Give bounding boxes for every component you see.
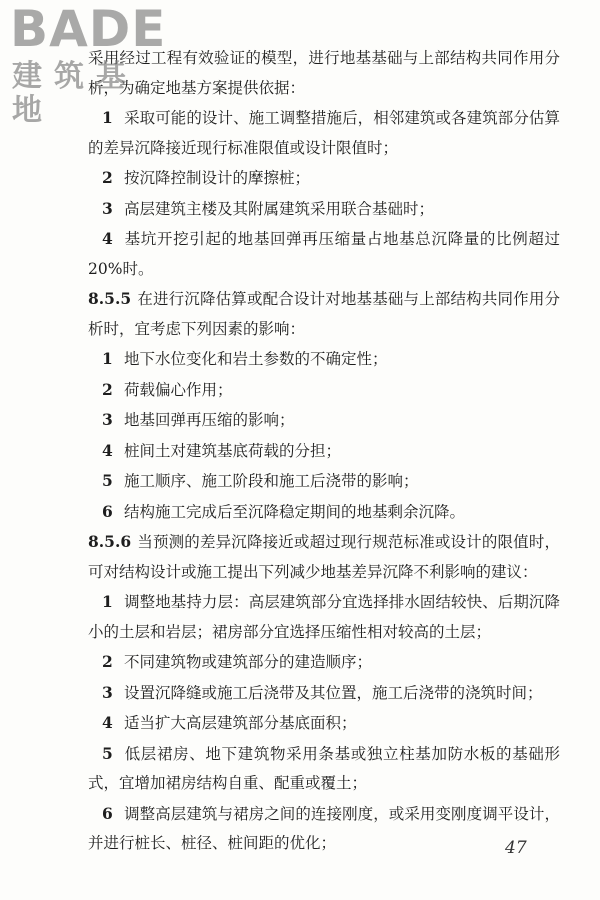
item-text: 地下水位变化和岩土参数的不确定性； (124, 350, 388, 368)
list-item (88, 163, 560, 194)
item-text: 桩间土对建筑基底荷载的分担； (124, 441, 342, 460)
list-item (88, 587, 560, 647)
list-item (88, 405, 560, 436)
item-text: 调整高层建筑与裙房之间的连接刚度，或采用变刚度调平设计，并进行桩长、桩径、桩间距的优化； (88, 804, 560, 852)
list-item (88, 436, 560, 467)
item-text: 按沉降控制设计的摩擦桩； (124, 169, 311, 187)
item-number: 6 (102, 803, 113, 823)
item-number: 3 (102, 682, 113, 702)
item-text: 结构施工完成后至沉降稳定期间的地基剩余沉降。 (124, 502, 466, 521)
list-item (88, 466, 560, 497)
item-text: 调整地基持力层：高层建筑部分宜选择排水固结较快、后期沉降小的土层和岩层；裙房部分宜选择压缩性相对较高的土层； (88, 593, 560, 641)
item-number: 2 (102, 652, 113, 671)
list-item (88, 194, 560, 225)
item-number: 1 (102, 108, 113, 127)
item-number: 3 (102, 410, 113, 429)
list-item (88, 344, 560, 375)
section-number: 8.5.5 (88, 289, 132, 308)
item-number: 1 (102, 349, 113, 368)
item-text: 低层裙房、地下建筑物采用条基或独立柱基加防水板的基础形式，宜增加裙房结构自重、配重或覆土； (88, 744, 560, 792)
section-8-5-6 (88, 527, 560, 587)
section-number: 8.5.6 (88, 532, 132, 551)
list-item (88, 375, 560, 406)
list-item (88, 224, 560, 284)
item-number: 5 (102, 471, 113, 490)
item-number: 4 (102, 713, 113, 732)
item-text: 地基回弹再压缩的影响； (124, 411, 295, 429)
list-item (88, 678, 560, 709)
watermark-brand-text: BADE (10, 0, 167, 58)
item-text: 基坑开挖引起的地基回弹再压缩量占地基总沉降量的比例超过 20%时。 (88, 230, 560, 278)
section-8-5-5 (88, 284, 560, 344)
list-item (88, 799, 560, 859)
item-number: 2 (102, 379, 113, 399)
list-item (88, 647, 560, 678)
section-text: 当预测的差异沉降接近或超过现行规范标准或设计的限值时，可对结构设计或施工提出下列减少地基差异沉降不利影响的建议： (88, 533, 560, 581)
item-text: 设置沉降缝或施工后浇带及其位置，施工后浇带的浇筑时间； (124, 683, 543, 702)
item-number: 4 (102, 229, 113, 248)
list-item (88, 739, 560, 799)
document-body (88, 44, 560, 859)
list-item (88, 708, 560, 739)
item-number: 2 (102, 168, 113, 187)
item-text: 适当扩大高层建筑部分基底面积； (124, 714, 357, 732)
item-number: 3 (102, 198, 113, 218)
item-number: 5 (102, 743, 113, 763)
section-text: 在进行沉降估算或配合设计对地基基础与上部结构共同作用分析时，宜考虑下列因素的影响： (88, 290, 560, 338)
item-text: 高层建筑主楼及其附属建筑采用联合基础时； (124, 199, 435, 218)
item-text: 施工顺序、施工阶段和施工后浇带的影响； (124, 472, 419, 490)
item-number: 1 (102, 592, 113, 611)
watermark-subtitle-text: 建筑基地 (12, 59, 138, 128)
item-number: 4 (102, 440, 113, 460)
item-text: 不同建筑物或建筑部分的建造顺序； (124, 653, 373, 671)
intro-paragraph: 采用经过工程有效验证的模型，进行地基基础与上部结构共同作用分析，为确定地基方案提供依据： (88, 49, 560, 97)
list-item (88, 103, 560, 163)
list-item (88, 497, 560, 528)
page-number: 47 (505, 838, 527, 858)
item-text: 采取可能的设计、施工调整措施后，相邻建筑或各建筑部分估算的差异沉降接近现行标准限值或设计限值时； (88, 109, 560, 157)
item-number: 6 (102, 501, 113, 521)
item-text: 荷载偏心作用； (124, 380, 233, 399)
